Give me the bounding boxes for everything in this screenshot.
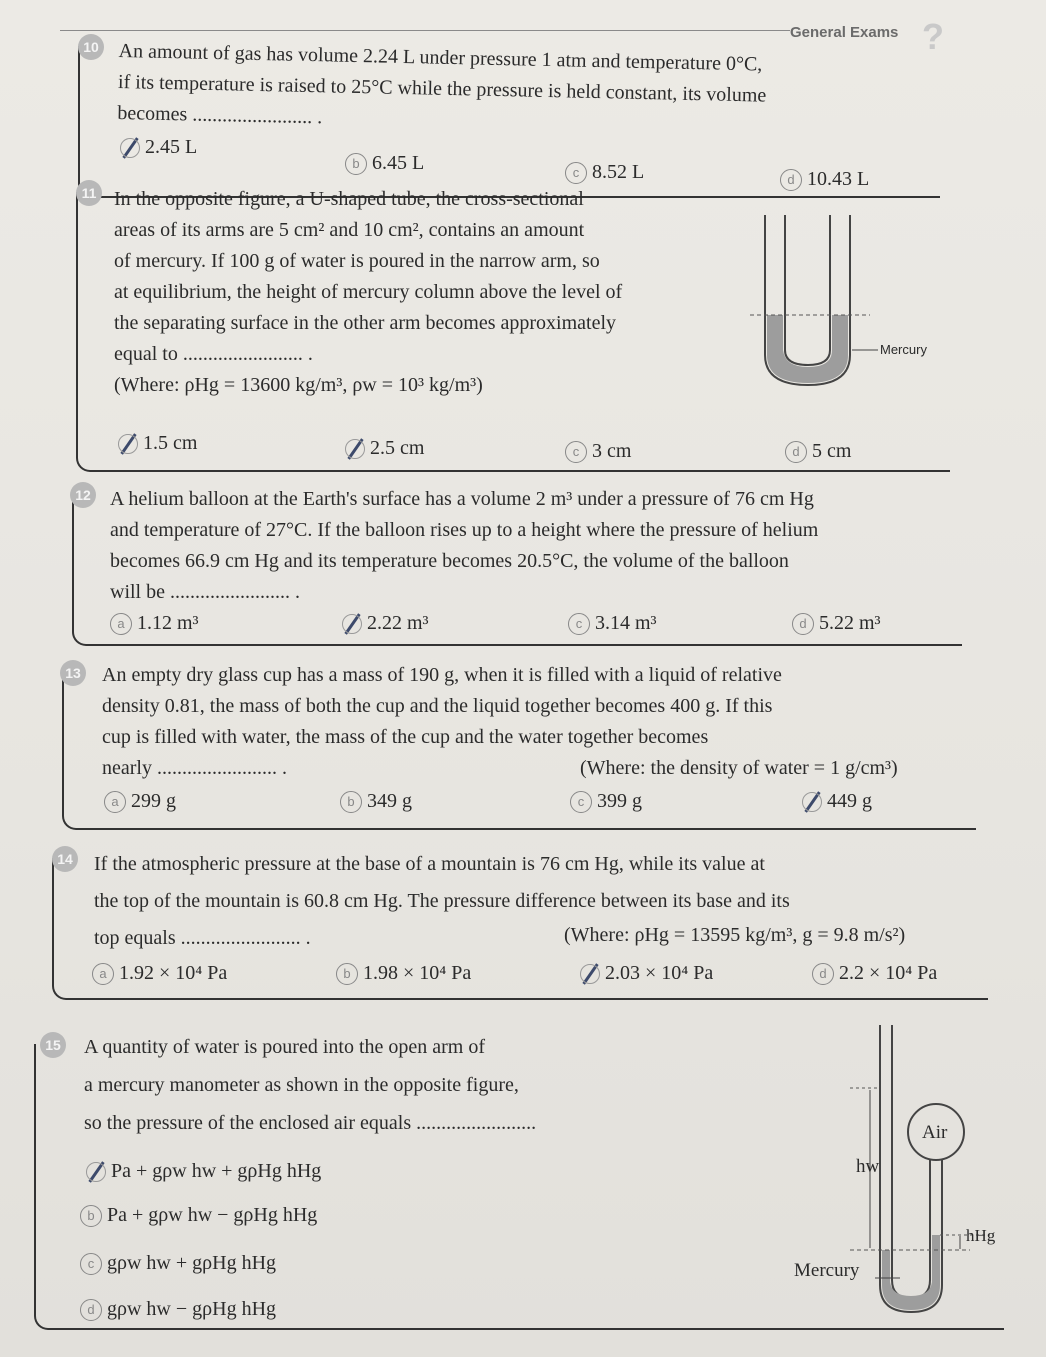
air-label: Air [922, 1122, 948, 1143]
option-c[interactable]: 2.03 × 10⁴ Pa [580, 962, 713, 985]
option-d[interactable]: d 2.2 × 10⁴ Pa [812, 962, 937, 985]
where-note: (Where: ρHg = 13595 kg/m³, g = 9.8 m/s²) [564, 924, 906, 946]
option-d[interactable]: d 5 cm [785, 440, 851, 463]
question-number: 14 [52, 846, 78, 872]
checkmark-icon [580, 964, 600, 984]
option-a[interactable]: a 299 g [104, 790, 176, 813]
option-b[interactable]: 2.5 cm [345, 437, 424, 460]
question-text: A quantity of water is poured into the open arm of a mercury manometer as shown in the opposite figure, so the pressure of the enclosed air equals ........................ [84, 1036, 537, 1134]
option-b[interactable]: b Pa + gρw hw − gρHg hHg [80, 1204, 317, 1227]
mercury-label: Mercury [880, 342, 927, 357]
question-text: In the opposite figure, a U-shaped tube, the cross-sectional areas of its arms are 5 cm² and 10 cm², contains an amount of mercury. If 100 g of water is poured in the narrow arm, so at equilibrium, the height of mercury column above the level of the separating surface in the other arm becomes approximately equal to ........................ . (Where: ρHg = 13600 kg/m³, ρw = 10³ kg/m³) [114, 188, 623, 396]
checkmark-icon [86, 1162, 106, 1182]
hw-label: hw [856, 1156, 880, 1177]
option-b[interactable]: b 349 g [340, 790, 412, 813]
option-a[interactable]: a 1.12 m³ [110, 612, 199, 635]
option-a[interactable]: Pa + gρw hw + gρHg hHg [86, 1160, 321, 1183]
option-b[interactable]: b 6.45 L [345, 152, 424, 175]
option-b[interactable]: 2.22 m³ [342, 612, 429, 635]
question-number: 12 [70, 482, 96, 508]
question-mark-icon: ? [922, 16, 944, 57]
question-number: 13 [60, 660, 86, 686]
where-note: (Where: the density of water = 1 g/cm³) [580, 757, 898, 779]
question-number: 15 [40, 1032, 66, 1058]
option-a[interactable]: a 1.92 × 10⁴ Pa [92, 962, 227, 985]
checkmark-icon [345, 439, 365, 459]
checkmark-icon [802, 792, 822, 812]
option-a[interactable]: 1.5 cm [118, 432, 197, 455]
option-a[interactable]: 2.45 L [120, 136, 197, 159]
option-c[interactable]: c gρw hw + gρHg hHg [80, 1252, 276, 1275]
checkmark-icon [120, 138, 140, 158]
option-d[interactable]: d 5.22 m³ [792, 612, 881, 635]
checkmark-icon [342, 614, 362, 634]
option-d[interactable]: 449 g [802, 790, 872, 813]
hhg-label: hHg [966, 1226, 996, 1245]
question-number: 10 [78, 34, 104, 60]
option-c[interactable]: c 8.52 L [565, 161, 644, 184]
option-b[interactable]: b 1.98 × 10⁴ Pa [336, 962, 471, 985]
question-text: If the atmospheric pressure at the base of a mountain is 76 cm Hg, while its value at the top of the mountain is 60.8 cm Hg. The pressure difference between its base and its top equals ........................ . [94, 853, 790, 949]
header-rule [60, 30, 790, 31]
option-d[interactable]: d 10.43 L [780, 168, 869, 191]
option-c[interactable]: c 3 cm [565, 440, 631, 463]
question-text: A helium balloon at the Earth's surface has a volume 2 m³ under a pressure of 76 cm Hg and temperature of 27°C. If the balloon rises up to a height where the pressure of helium becomes 66.9 cm Hg and its temperature becomes 20.5°C, the volume of the balloon will be ........................ . [110, 488, 819, 603]
checkmark-icon [118, 434, 138, 454]
option-c[interactable]: c 3.14 m³ [568, 612, 657, 635]
header-tag: General Exams [790, 24, 899, 41]
mercury-label: Mercury [794, 1260, 860, 1281]
option-c[interactable]: c 399 g [570, 790, 642, 813]
option-d[interactable]: d gρw hw − gρHg hHg [80, 1298, 276, 1321]
u-tube-figure [740, 205, 950, 395]
question-number: 11 [76, 180, 102, 206]
question-text: An amount of gas has volume 2.24 L under pressure 1 atm and temperature 0°C, if its temperature is raised to 25°C while the pressure is held constant, its volume becomes ........................ . [117, 40, 767, 129]
question-text: An empty dry glass cup has a mass of 190 g, when it is filled with a liquid of relative density 0.81, the mass of both the cup and the liquid together becomes 400 g. If this cup is filled with water, the mass of the cup and the water together becomes nearly ........................ . [102, 664, 782, 779]
